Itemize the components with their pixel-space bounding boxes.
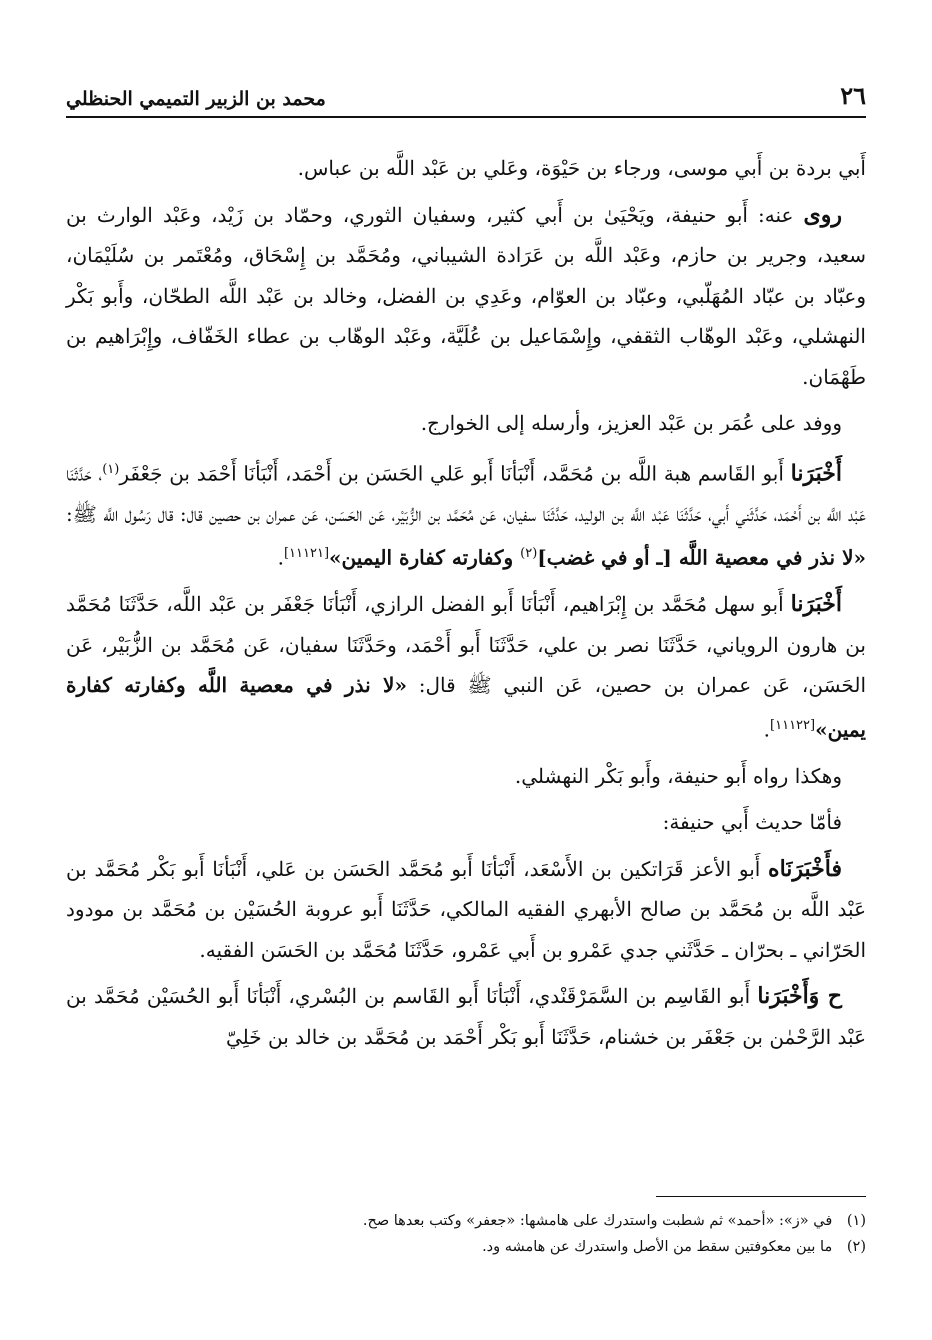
paragraph-narrators-text: عنه: أَبو حنيفة، ويَحْيَىٰ بن أَبي كثير، وسفيان الثوري، وحمّاد بن زَيْد، وعَبْد الوارث بن سعيد، وجرير بن حازم، وعَبْد اللَّه بن عَرَادة الشيباني، ومُحَمَّد بن إِسْحَاق، ومُعْتَمر بن سُلَيْمَان، وعبّاد بن عبّاد المُهَلّبي، وعبّاد بن العوّام، وعَدِي بن الفضل، وخالد بن عَبْد اللَّه الطحّان، وأَبو بَكْر النهشلي، وعَبْد الوهّاب الثقفي، وإِسْمَاعيل بن عُلَيَّة، وعَبْد الوهّاب بن عطاء الخَفّاف، وإِبْرَاهيم بن طَهْمَان. [66,202,866,389]
footnote-number: (١) [846,1213,866,1229]
isnad-text: ، حَدَّثَنَا عَبْد اللَّه بن أَحْمَد، حَدَّثَني أَبي، حَدَّثَنَا عَبْد اللَّه بن الوليد، حَدَّثَنَا سفيان، عَن مُحَمَّد بن الزُّبَيْر، عَن الحَسَن، عَن عمران بن حصين قال: قال رَسُول اللَّه ﷺ: [66,461,866,526]
isnad-text: أَبو سهل مُحَمَّد بن إِبْرَاهيم، أَنْبَأنَا أَبو الفضل الرازي، أَنْبَأنَا جَعْفَر بن عَبْد اللَّه، حَدَّثَنَا مُحَمَّد بن هارون الروياني، حَدَّثَنَا نصر بن علي، حَدَّثَنَا أَبو أَحْمَد، وحَدَّثَنَا سفيان، عَن مُحَمَّد بن الزُّبَيْر، عَن الحَسَن، عَن عمران بن حصين، عَن النبي ﷺ قال: [66,592,866,698]
main-text [66,148,866,1063]
paragraph-7 [66,802,866,843]
footnote-1 [66,1208,866,1234]
isnad-text: أَبو الأعز قَرَاتكين بن الأَسْعَد، أَنْبَأنَا أَبو مُحَمَّد الحَسَن بن عَلي، أَنْبَأنَا أَبو بَكْر مُحَمَّد بن عَبْد اللَّه بن مُحَمَّد بن صالح الأبهري الفقيه المالكي، حَدَّثَنَا أَبو عروبة الحُسَيْن بن مُحَمَّد بن مودود الحَرّاني ـ بحرّان ـ حَدَّثَني جدي عَمْرو بن أَبي عَمْرو، حَدَّثَنَا مُحَمَّد بن الحَسَن الفقيه. [66,856,866,962]
paragraph-isnad-1: أَخْبَرَنا أَبو القَاسم هبة اللَّه بن مُحَمَّد، أَنْبَأنَا أَبو عَلي الحَسَن بن أَحْمَد، أَنْبَأنَا أَحْمَد بن جَعْفَر$^{(١)}$، حَدَّثَنَا عَبْد اللَّه بن أَحْمَد، حَدَّثَني أَبي، حَدَّثَنَا عَبْد اللَّه بن الوليد، حَدَّثَنَا سفيان، عَن مُحَمَّد بن الزُّبَيْر، عَن الحَسَن، عَن عمران بن حصين قال: قال رَسُول اللَّه ﷺ: «لا نذر في معصية اللَّه [ـ أو في غضب]$^{(٢)}$ وكفارته كفارة اليمين»[١١١٢١]. [66,460,866,570]
isnad-text: أَبو القَاسم هبة اللَّه بن مُحَمَّد، أَنْبَأنَا أَبو عَلي الحَسَن بن أَحْمَد، أَنْبَأنَا أَحْمَد بن جَعْفَر [119,461,784,486]
paragraph-3 [66,403,866,444]
paragraph-isnad-4 [66,976,866,1057]
paragraph-isnad-2: أَخْبَرَنا أَبو سهل مُحَمَّد بن إِبْرَاهيم، أَنْبَأنَا أَبو الفضل الرازي، أَنْبَأنَا جَعْفَر بن عَبْد اللَّه، حَدَّثَنَا مُحَمَّد بن هارون الروياني، حَدَّثَنَا نصر بن علي، حَدَّثَنَا أَبو أَحْمَد، وحَدَّثَنَا سفيان، عَن مُحَمَّد بن الزُّبَيْر، عَن الحَسَن، عَن عمران بن حصين، عَن النبي ﷺ قال: «لا نذر في معصية اللَّه وكفارته كفارة يمين»[١١١٢٢]. [66,591,866,742]
paragraph-1 [66,148,866,189]
lead-word: أَخْبَرَنا [790,591,842,618]
footnote-ref-2: (٢) [520,546,538,562]
footnote-divider [656,1196,866,1197]
paragraph-1-text: أَبي بردة بن أَبي موسى، ورجاء بن حَيْوَة، وعَلي بن عَبْد اللَّه بن عباس. [297,156,866,180]
paragraph-3-text: ووفد على عُمَر بن عَبْد العزيز، وأرسله إلى الخوارج. [420,411,842,435]
paragraph-isnad-3 [66,849,866,971]
footnote-2 [66,1234,866,1260]
footnote-text: ما بين معكوفتين سقط من الأصل واستدرك عن هامشه ود. [482,1239,833,1255]
lead-word: أَخْبَرَنا [790,460,842,487]
paragraph-6 [66,756,866,797]
lead-word: روى [803,201,842,228]
isnad-text: أَبو القَاسِم بن السَّمَرْقَنْدي، أَنْبَأنَا أَبو القَاسم بن البُسْري، أَنْبَأنَا أَبو الحُسَيْن مُحَمَّد بن عَبْد الرَّحْمٰن بن جَعْفَر بن خشنام، حَدَّثَنَا أَبو بَكْر أَحْمَد بن مُحَمَّد بن خالد بن خَلِيّ [66,984,866,1049]
footnote-text: في «ز»: «أحمد» ثم شطبت واستدرك على هامشها: «جعفر» وكتب بعدها صح. [362,1213,833,1229]
footnote-number: (٢) [846,1239,866,1255]
hadith-text: «لا نذر في معصية اللَّه وكفارته كفارة يمين» [66,673,866,742]
footnote-ref-1: (١) [102,461,120,477]
running-title: محمد بن الزبير التميمي الحنظلي [66,88,326,110]
footnotes [66,1208,866,1260]
hadith-text: «لا نذر في معصية اللَّه [ـ أو في غضب] [537,545,866,570]
lead-word: ح وَأَخْبَرَنا [757,983,842,1010]
page-number: ٢٦ [840,81,866,110]
hadith-number: [١١١٢١] [283,546,330,562]
paragraph-narrators [66,195,866,398]
paragraph-6-text: وهكذا رواه أَبو حنيفة، وأَبو بَكْر النهشلي. [514,763,842,788]
hadith-text: وكفارته كفارة اليمين» [329,545,521,570]
hadith-number: [١١١٢٢] [770,717,816,733]
page-header [66,80,866,118]
paragraph-7-text: فأمّا حديث أَبي حنيفة: [662,810,842,835]
lead-word: فأَخْبَرَنَاه [768,855,842,882]
